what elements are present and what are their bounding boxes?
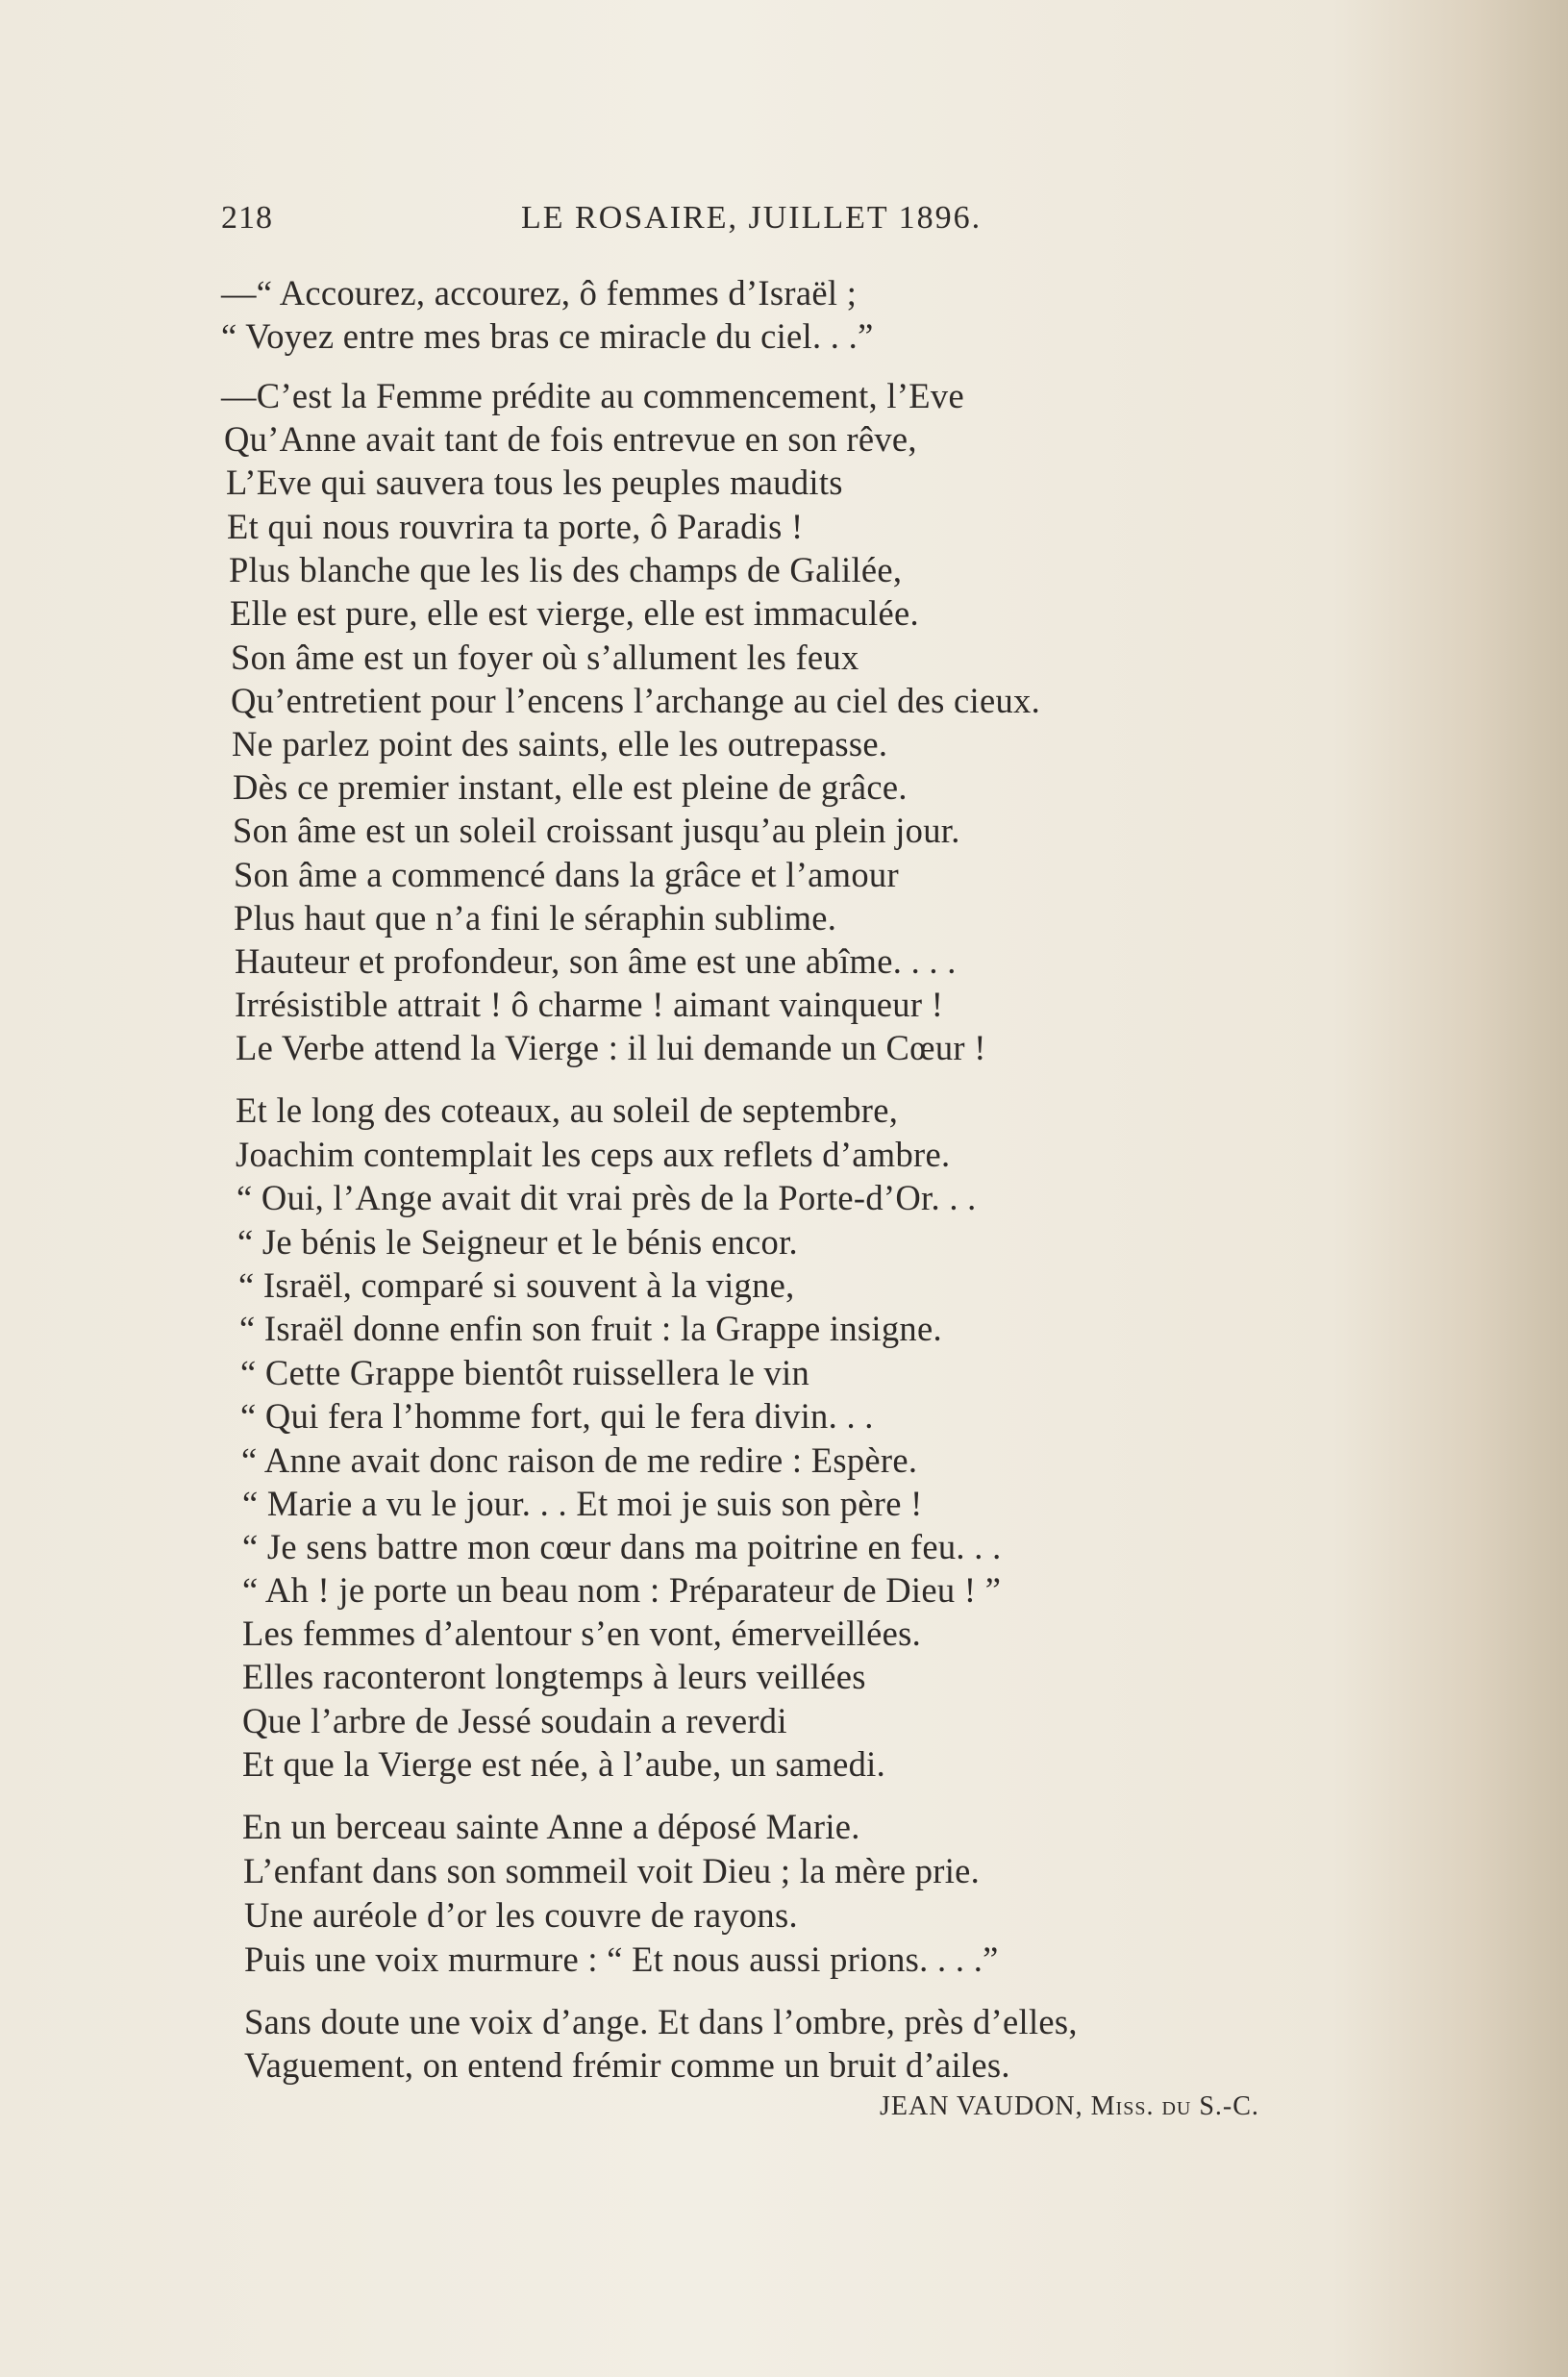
poem-line: “ Je sens battre mon cœur dans ma poitrine en feu. . .	[242, 1527, 1002, 1566]
poem-line: —“ Accourez, accourez, ô femmes d’Israël ;	[221, 273, 858, 313]
poem-line: L’Eve qui sauvera tous les peuples maudits	[226, 463, 843, 502]
poem-line: “ Ah ! je porte un beau nom : Préparateur de Dieu ! ”	[242, 1570, 1002, 1610]
poem-line: Une auréole d’or les couvre de rayons.	[244, 1895, 798, 1935]
poem-line: “ Israël donne enfin son fruit : la Grappe insigne.	[239, 1309, 942, 1348]
poem-line: Joachim contemplait les ceps aux reflets d’ambre.	[236, 1135, 951, 1174]
poem-line: Et le long des coteaux, au soleil de septembre,	[236, 1090, 899, 1130]
poem-line: Ne parlez point des saints, elle les outrepasse.	[232, 724, 888, 763]
poem-line: “ Oui, l’Ange avait dit vrai près de la Porte-d’Or. . .	[236, 1178, 977, 1217]
poem-line: Et que la Vierge est née, à l’aube, un samedi.	[242, 1744, 886, 1784]
poem-line: Son âme est un soleil croissant jusqu’au plein jour.	[233, 811, 960, 850]
running-header	[221, 200, 1019, 248]
poem-line: Dès ce premier instant, elle est pleine de grâce.	[233, 767, 908, 807]
poem-line: L’enfant dans son sommeil voit Dieu ; la mère prie.	[243, 1851, 981, 1890]
poem-line: Son âme est un foyer où s’allument les feux	[231, 638, 859, 677]
poem-line: Vaguement, on entend frémir comme un bruit d’ailes.	[244, 2045, 1010, 2085]
poem-line: Elles raconteront longtemps à leurs veillées	[242, 1657, 866, 1696]
poem-line: Plus blanche que les lis des champs de Galilée,	[229, 550, 903, 589]
poem-line: Elle est pure, elle est vierge, elle est immaculée.	[230, 593, 919, 633]
page-number: 218	[221, 200, 273, 236]
poem-line: “ Qui fera l’homme fort, qui le fera divin. . .	[240, 1396, 874, 1436]
poem-line: Plus haut que n’a fini le séraphin sublime.	[234, 898, 837, 938]
running-title: LE ROSAIRE, JUILLET 1896.	[521, 200, 983, 236]
poem-line: “ Voyez entre mes bras ce miracle du ciel. . .”	[221, 316, 874, 356]
poem-line: Puis une voix murmure : “ Et nous aussi prions. . . .”	[244, 1939, 999, 1979]
poem-line: En un berceau sainte Anne a déposé Marie.	[242, 1807, 860, 1846]
poem-line: —C’est la Femme prédite au commencement, l’Eve	[221, 376, 964, 415]
poem-line: “ Je bénis le Seigneur et le bénis encor.	[237, 1222, 798, 1262]
poem-line: Le Verbe attend la Vierge : il lui demande un Cœur !	[236, 1028, 986, 1067]
poem-line: Les femmes d’alentour s’en vont, émerveillées.	[242, 1614, 922, 1653]
author-signature: JEAN VAUDON, Miss. du S.-C.	[880, 2091, 1259, 2121]
poem-line: Qu’entretient pour l’encens l’archange au ciel des cieux.	[231, 681, 1041, 720]
poem-line: “ Israël, comparé si souvent à la vigne,	[238, 1265, 795, 1305]
poem-line: Qu’Anne avait tant de fois entrevue en son rêve,	[224, 419, 917, 459]
poem-line: Sans doute une voix d’ange. Et dans l’ombre, près d’elles,	[244, 2002, 1078, 2041]
poem-line: “ Cette Grappe bientôt ruissellera le vin	[240, 1353, 810, 1392]
poem-line: Son âme a commencé dans la grâce et l’amour	[234, 855, 899, 894]
poem-line: Irrésistible attrait ! ô charme ! aimant vainqueur !	[235, 985, 944, 1024]
poem-line: Que l’arbre de Jessé soudain a reverdi	[242, 1701, 787, 1740]
poem-line: Et qui nous rouvrira ta porte, ô Paradis !	[227, 507, 804, 546]
poem-line: “ Anne avait donc raison de me redire : Espère.	[241, 1440, 918, 1480]
poem-line: “ Marie a vu le jour. . . Et moi je suis son père !	[242, 1484, 923, 1523]
poem-line: Hauteur et profondeur, son âme est une abîme. . . .	[235, 941, 957, 981]
